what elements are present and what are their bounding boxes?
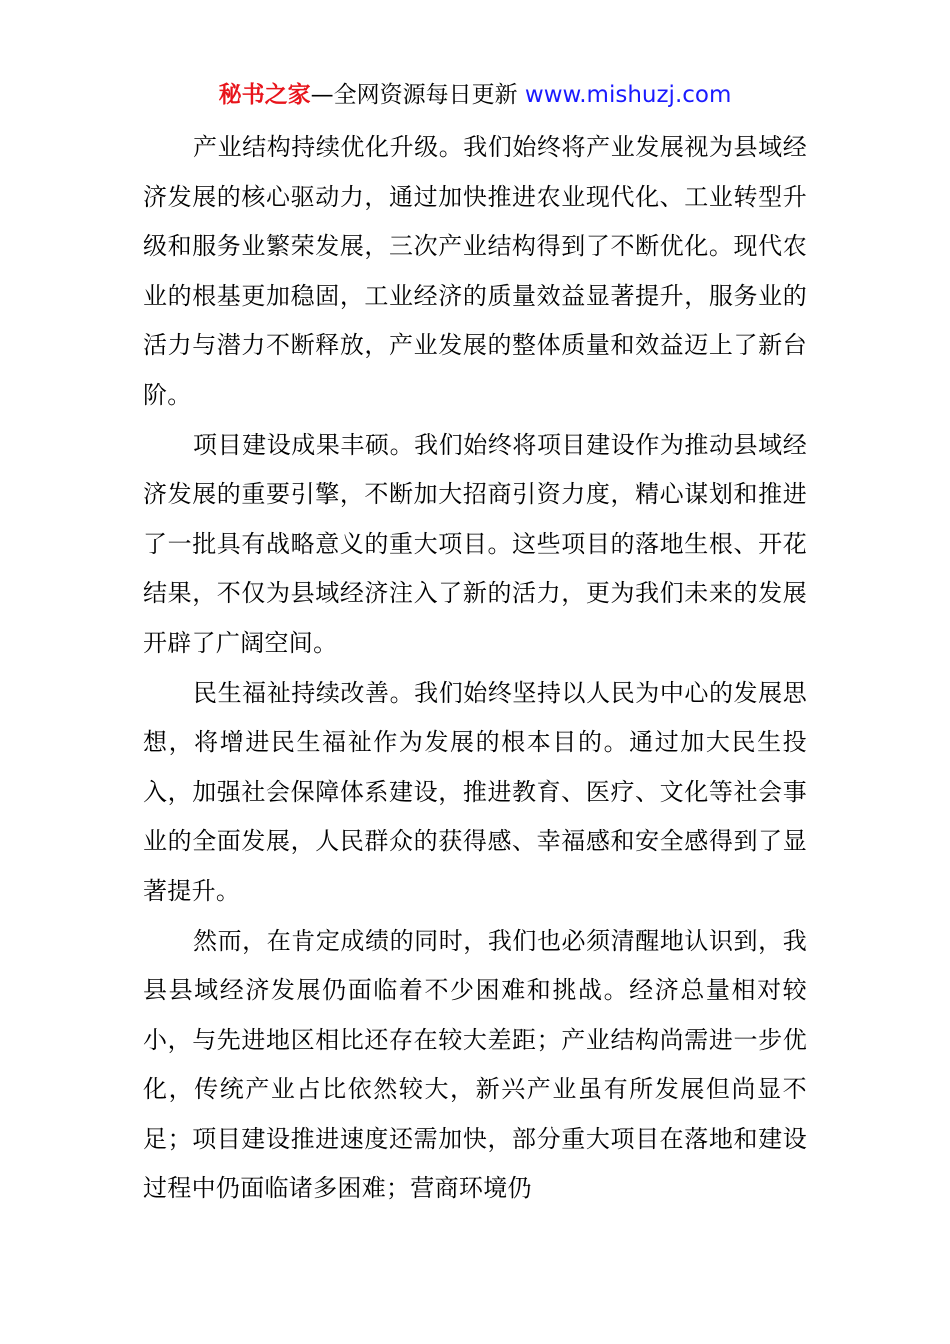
paragraph-industry-structure: 产业结构持续优化升级。我们始终将产业发展视为县域经济发展的核心驱动力，通过加快推进农业现代化、工业转型升级和服务业繁荣发展，三次产业结构得到了不断优化。现代农业的根基更加稳固，工业经济的质量效益显著提升，服务业的活力与潜力不断释放，产业发展的整体质量和效益迈上了新台阶。 — [143, 133, 807, 409]
site-url-link[interactable]: www.mishuzj.com — [524, 82, 732, 108]
brand-name: 秘书之家 — [218, 82, 311, 108]
page-header — [0, 78, 950, 112]
header-tagline: —全网资源每日更新 — [310, 82, 525, 108]
paragraph-challenges: 然而，在肯定成绩的同时，我们也必须清醒地认识到，我县县域经济发展仍面临着不少困难和挑战。经济总量相对较小，与先进地区相比还存在较大差距；产业结构尚需进一步优化，传统产业占比依然较大，新兴产业虽有所发展但尚显不足；项目建设推进速度还需加快，部分重大项目在落地和建设过程中仍面临诸多困难；营商环境仍 — [143, 926, 807, 1203]
paragraph-people-welfare: 民生福祉持续改善。我们始终坚持以人民为中心的发展思想，将增进民生福祉作为发展的根本目的。通过加大民生投入，加强社会保障体系建设，推进教育、医疗、文化等社会事业的全面发展，人民群众的获得感、幸福感和安全感得到了显著提升。 — [143, 678, 807, 905]
document-body — [143, 123, 807, 1214]
paragraph-project-construction: 项目建设成果丰硕。我们始终将项目建设作为推动县域经济发展的重要引擎，不断加大招商引资力度，精心谋划和推进了一批具有战略意义的重大项目。这些项目的落地生根、开花结果，不仅为县域经济注入了新的活力，更为我们未来的发展开辟了广阔空间。 — [143, 430, 807, 657]
